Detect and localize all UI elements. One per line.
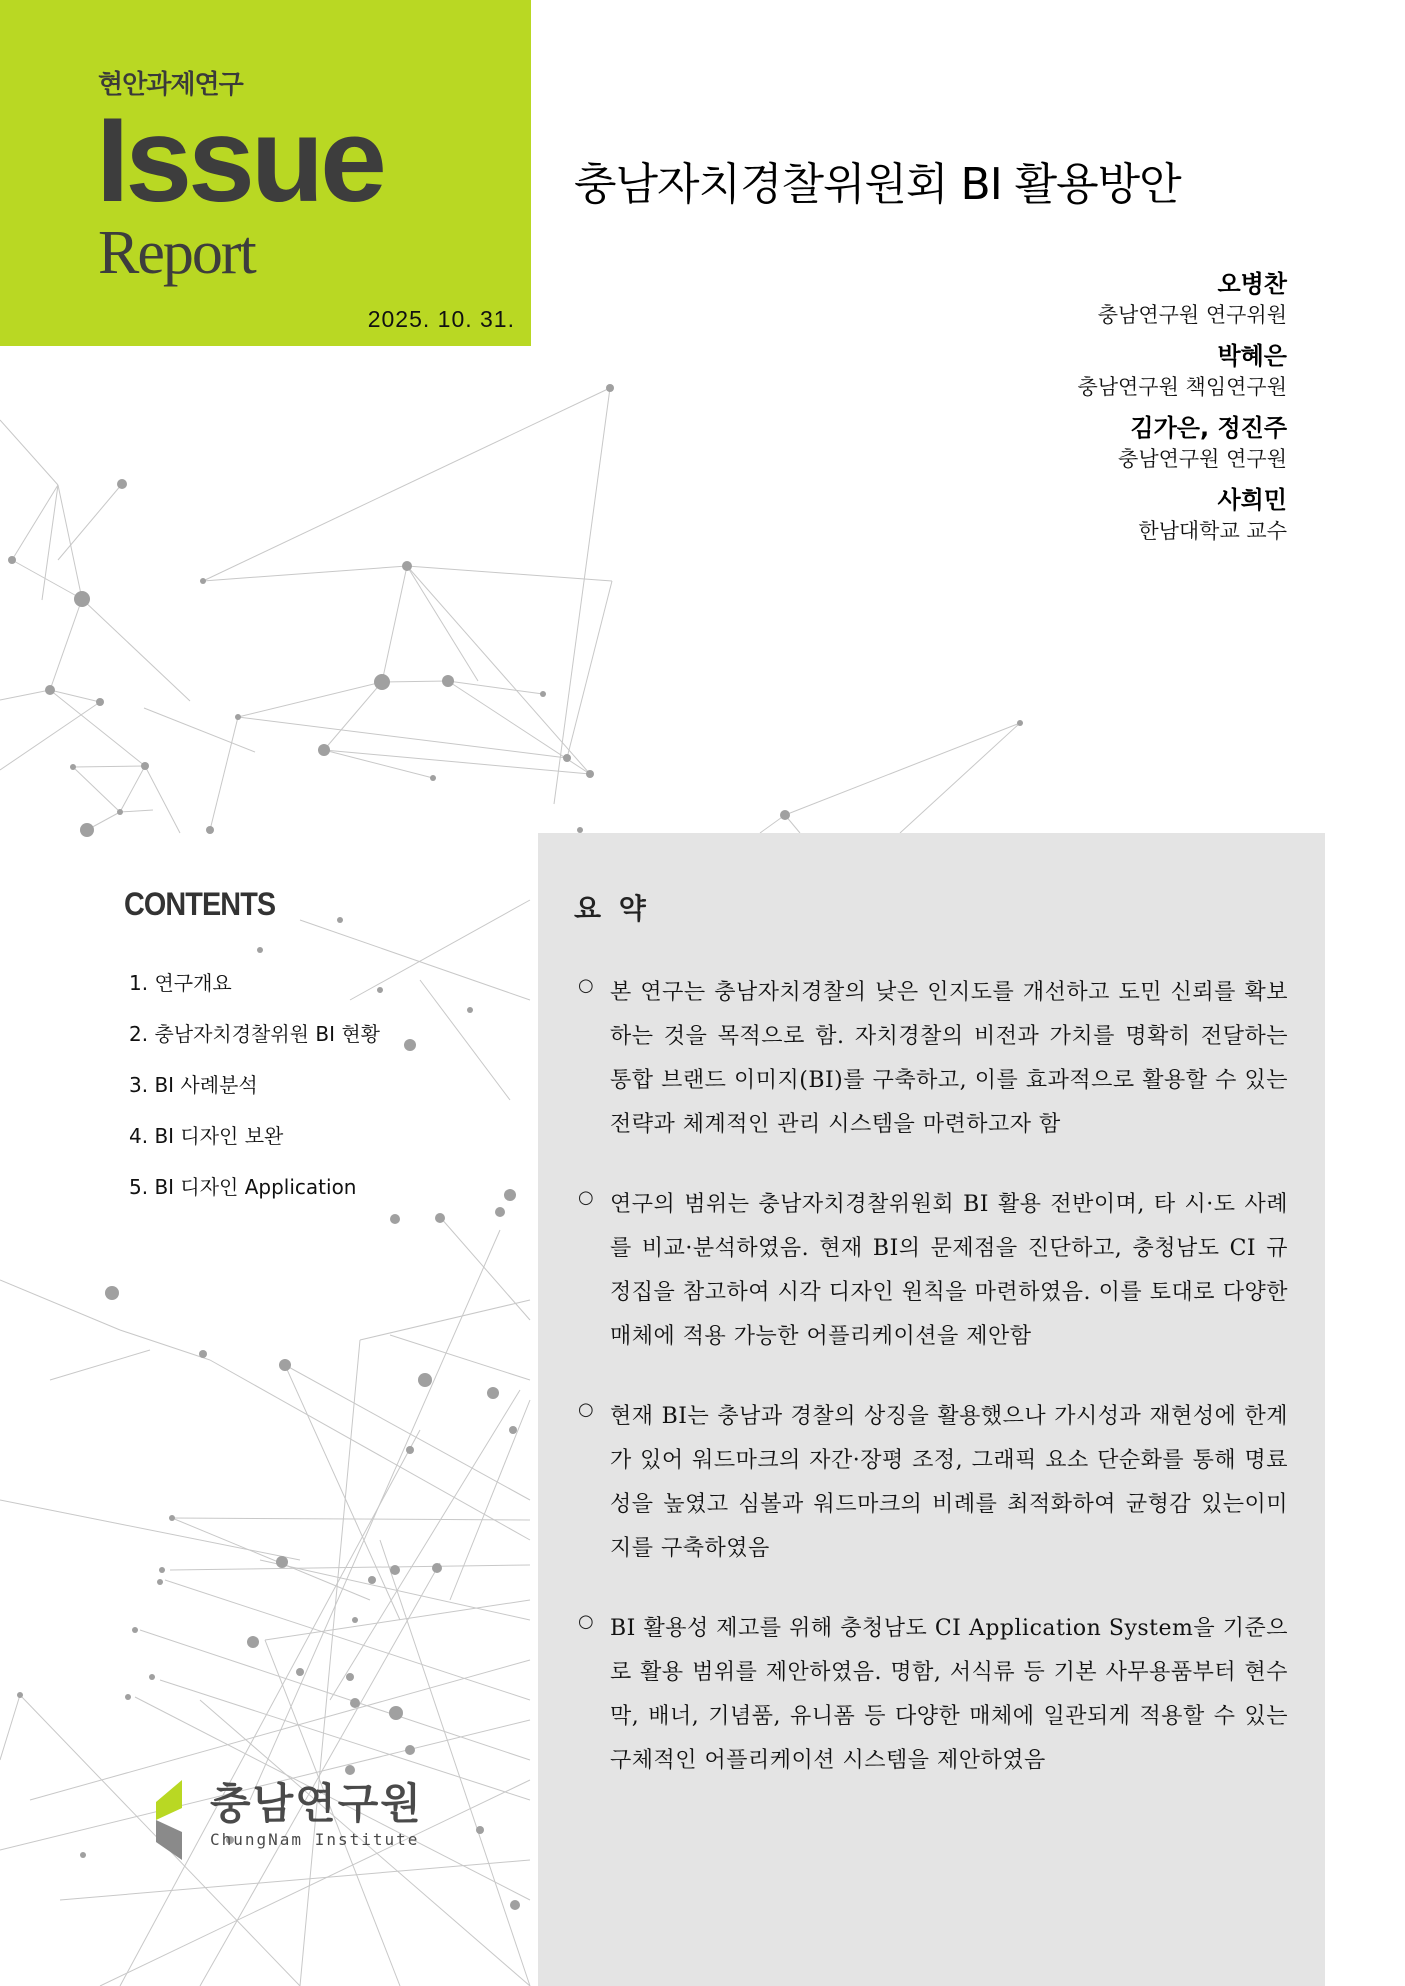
summary-text: BI 활용성 제고를 위해 충청남도 CI Application System을 기준으로 활용 범위를 제안하였음. 명함, 서식류 등 기본 사무용품부터 현수막, 배너, 기념품, 유니폼 등 다양한 매체에 일관되게 적용할 수 있는 구체적인 어플리케이션 시스템을 제안하였음 bbox=[610, 1616, 1288, 1773]
contents-item[interactable]: 2. 충남자치경찰위원 BI 현황 bbox=[129, 1022, 380, 1046]
cover-brand-box bbox=[0, 0, 531, 346]
summary-text: 연구의 범위는 충남자치경찰위원회 BI 활용 전반이며, 타 시·도 사례를 비교·분석하였음. 현재 BI의 문제점을 진단하고, 충청남도 CI 규정집을 참고하여 시각 디자인 원칙을 마련하였음. 이를 토대로 다양한 매체에 적용 가능한 어플리케이션을 제안함 bbox=[610, 1192, 1288, 1349]
contents-item[interactable]: 1. 연구개요 bbox=[129, 971, 232, 995]
circle-bullet-icon: ○ bbox=[578, 1611, 594, 1632]
table-of-contents bbox=[124, 886, 380, 1226]
author-name: 박혜은 bbox=[1217, 342, 1287, 370]
summary-list bbox=[578, 971, 1288, 1819]
author-affiliation: 충남연구원 연구원 bbox=[1118, 447, 1287, 471]
author-name: 오병찬 bbox=[1217, 270, 1287, 298]
author-entry bbox=[1077, 340, 1287, 402]
summary-text: 현재 BI는 충남과 경찰의 상징을 활용했으나 가시성과 재현성에 한계가 있어 워드마크의 자간·장평 조정, 그래픽 요소 단순화를 통해 명료성을 높였고 심볼과 워드마크의 비례를 최적화하여 균형감 있는이미지를 구축하였음 bbox=[610, 1404, 1288, 1561]
circle-bullet-icon: ○ bbox=[578, 1399, 594, 1420]
author-entry bbox=[1077, 412, 1287, 474]
author-entry bbox=[1077, 268, 1287, 330]
summary-panel bbox=[538, 833, 1325, 1986]
author-name: 사희민 bbox=[1217, 486, 1287, 514]
contents-heading: CONTENTS bbox=[124, 886, 276, 922]
report-wordmark: Report bbox=[98, 219, 255, 287]
circle-bullet-icon: ○ bbox=[578, 1187, 594, 1208]
contents-item[interactable]: 4. BI 디자인 보완 bbox=[129, 1124, 284, 1148]
summary-heading: 요 약 bbox=[574, 892, 650, 925]
author-affiliation: 충남연구원 연구위원 bbox=[1097, 303, 1287, 327]
circle-bullet-icon: ○ bbox=[578, 975, 594, 996]
summary-item bbox=[578, 1183, 1288, 1359]
author-affiliation: 한남대학교 교수 bbox=[1138, 519, 1287, 543]
author-entry bbox=[1077, 484, 1287, 546]
series-label: 현안과제연구 bbox=[98, 70, 243, 100]
issue-wordmark: Issue bbox=[96, 93, 383, 227]
summary-item bbox=[578, 1395, 1288, 1571]
summary-item bbox=[578, 1607, 1288, 1783]
contents-item[interactable]: 5. BI 디자인 Application bbox=[129, 1175, 357, 1199]
logo-name-korean: 충남연구원 bbox=[210, 1779, 423, 1828]
issue-date: 2025. 10. 31. bbox=[367, 306, 515, 332]
institute-logo bbox=[152, 1780, 423, 1860]
author-affiliation: 충남연구원 책임연구원 bbox=[1077, 375, 1287, 399]
summary-item bbox=[578, 971, 1288, 1147]
contents-item[interactable]: 3. BI 사례분석 bbox=[129, 1073, 258, 1097]
chungnam-institute-logo-icon bbox=[152, 1780, 204, 1860]
author-list bbox=[1077, 268, 1287, 556]
document-title: 충남자치경찰위원회 BI 활용방안 bbox=[574, 159, 1181, 210]
summary-text: 본 연구는 충남자치경찰의 낮은 인지도를 개선하고 도민 신뢰를 확보하는 것을 목적으로 함. 자치경찰의 비전과 가치를 명확히 전달하는 통합 브랜드 이미지(BI)를 구축하고, 이를 효과적으로 활용할 수 있는 전략과 체계적인 관리 시스템을 마련하고자 함 bbox=[610, 980, 1288, 1137]
logo-name-english: ChungNam Institute bbox=[210, 1830, 420, 1849]
author-name: 김가은, 정진주 bbox=[1130, 414, 1287, 442]
